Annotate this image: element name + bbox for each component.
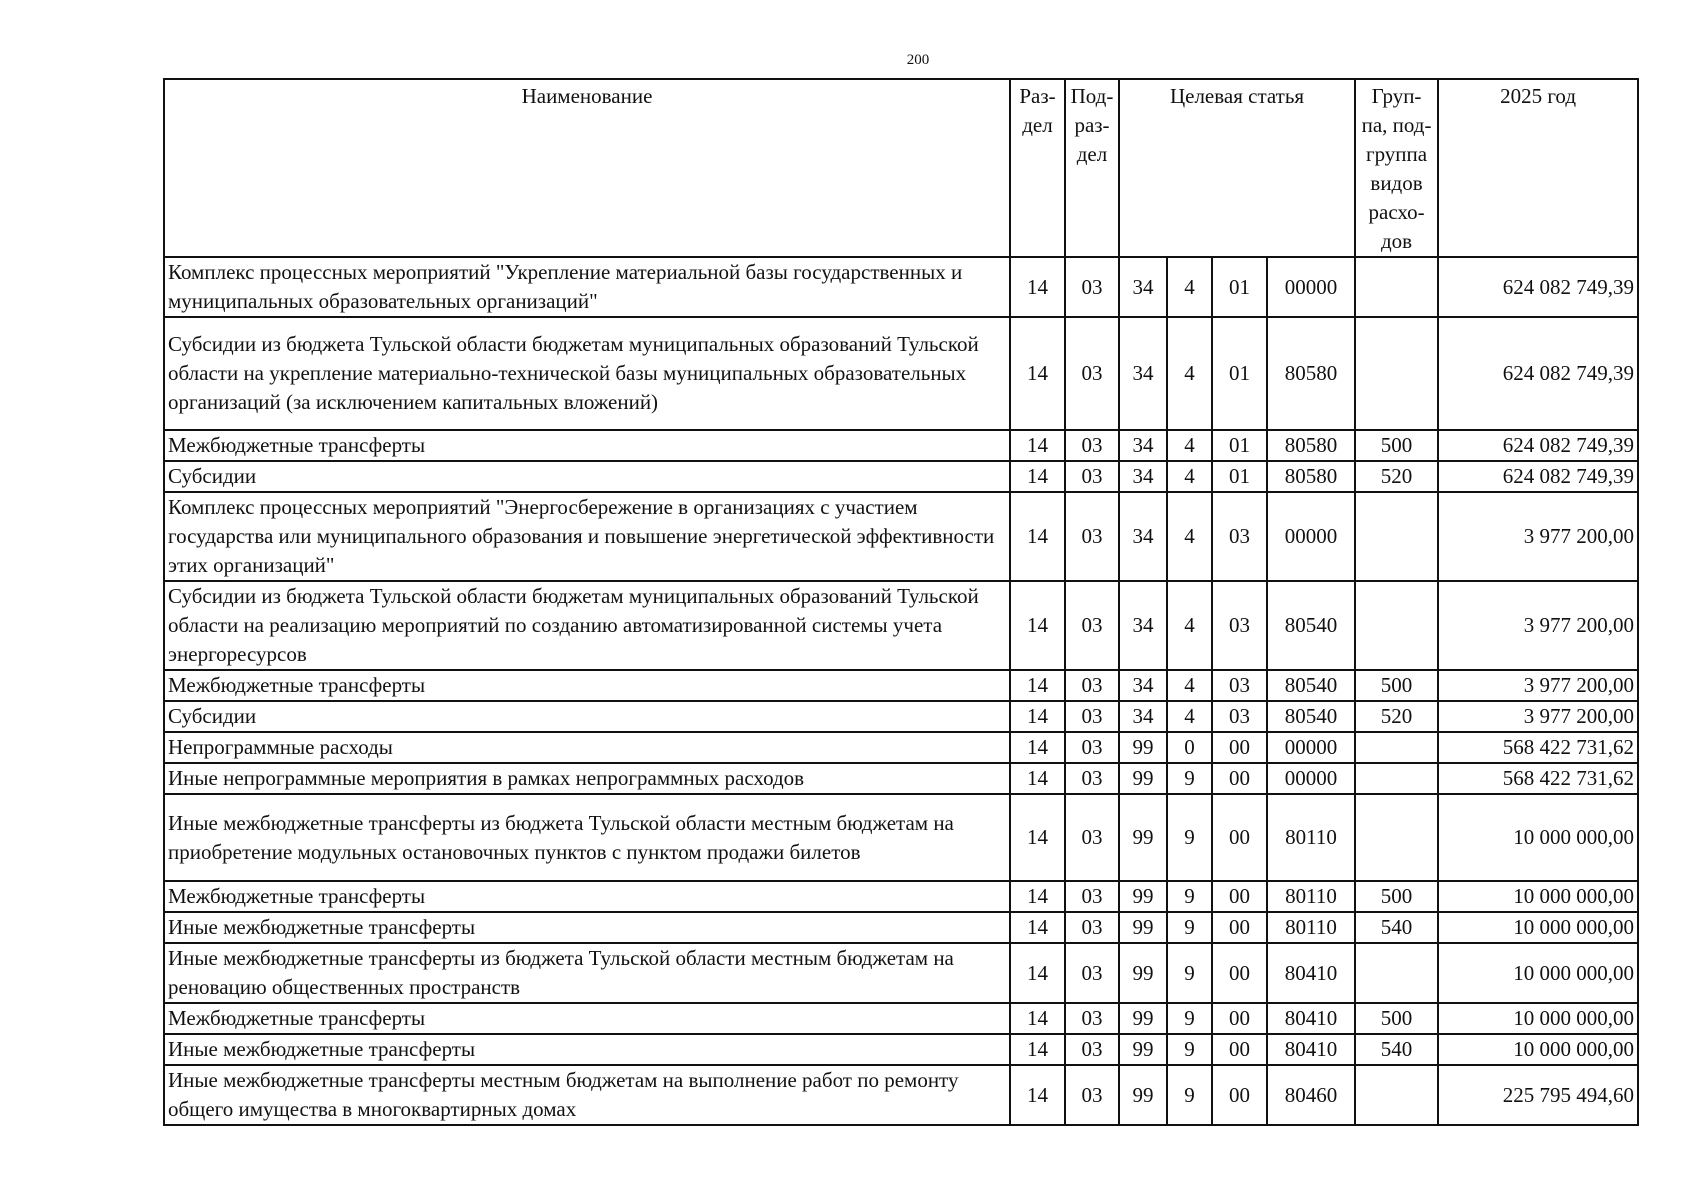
- cell-razdel: 14: [1010, 1034, 1065, 1065]
- cell-target-direction: 00000: [1267, 763, 1355, 794]
- cell-target-type: 4: [1167, 461, 1212, 492]
- cell-podrazdel: 03: [1065, 317, 1119, 430]
- cell-target-structure: 03: [1212, 581, 1267, 670]
- cell-podrazdel: 03: [1065, 943, 1119, 1003]
- cell-amount: 225 795 494,60: [1438, 1065, 1638, 1125]
- cell-target-structure: 01: [1212, 430, 1267, 461]
- header-podrazdel: Под-раз-дел: [1065, 79, 1119, 257]
- table-row: [164, 794, 1638, 881]
- cell-name: Иные межбюджетные трансферты местным бюджетам на выполнение работ по ремонту общего имущества в многоквартирных домах: [164, 1065, 1010, 1125]
- cell-expense-group: [1355, 257, 1438, 317]
- cell-amount: 624 082 749,39: [1438, 461, 1638, 492]
- table-row: [164, 670, 1638, 701]
- cell-razdel: 14: [1010, 701, 1065, 732]
- cell-target-program: 99: [1119, 1003, 1167, 1034]
- cell-target-direction: 80410: [1267, 943, 1355, 1003]
- cell-target-direction: 80460: [1267, 1065, 1355, 1125]
- cell-podrazdel: 03: [1065, 1003, 1119, 1034]
- table-row: [164, 257, 1638, 317]
- cell-podrazdel: 03: [1065, 701, 1119, 732]
- cell-amount: 3 977 200,00: [1438, 492, 1638, 581]
- cell-target-structure: 03: [1212, 670, 1267, 701]
- table-row: [164, 763, 1638, 794]
- table-row: [164, 581, 1638, 670]
- cell-name: Комплекс процессных мероприятий "Энергосбережение в организациях с участием государства или муниципального образования и повышение энергетической эффективности этих организаций": [164, 492, 1010, 581]
- cell-amount: 3 977 200,00: [1438, 581, 1638, 670]
- cell-target-structure: 01: [1212, 257, 1267, 317]
- cell-target-direction: 80540: [1267, 701, 1355, 732]
- cell-name: Непрограммные расходы: [164, 732, 1010, 763]
- cell-name: Субсидии: [164, 701, 1010, 732]
- table-row: [164, 881, 1638, 912]
- cell-razdel: 14: [1010, 1065, 1065, 1125]
- cell-name: Межбюджетные трансферты: [164, 430, 1010, 461]
- cell-target-type: 9: [1167, 1034, 1212, 1065]
- cell-target-type: 9: [1167, 1003, 1212, 1034]
- cell-razdel: 14: [1010, 257, 1065, 317]
- cell-target-program: 34: [1119, 461, 1167, 492]
- cell-target-direction: 80580: [1267, 430, 1355, 461]
- cell-target-type: 4: [1167, 581, 1212, 670]
- header-expense-group: Груп-па, под-группа видов расхо-дов: [1355, 79, 1438, 257]
- table-row: [164, 701, 1638, 732]
- cell-amount: 10 000 000,00: [1438, 1003, 1638, 1034]
- cell-target-structure: 00: [1212, 1065, 1267, 1125]
- cell-target-type: 4: [1167, 317, 1212, 430]
- cell-target-direction: 80110: [1267, 912, 1355, 943]
- cell-target-type: 9: [1167, 943, 1212, 1003]
- table-row: [164, 943, 1638, 1003]
- cell-target-program: 99: [1119, 732, 1167, 763]
- cell-podrazdel: 03: [1065, 430, 1119, 461]
- cell-podrazdel: 03: [1065, 581, 1119, 670]
- cell-name: Иные межбюджетные трансферты из бюджета Тульской области местным бюджетам на реновацию общественных пространств: [164, 943, 1010, 1003]
- cell-target-program: 34: [1119, 492, 1167, 581]
- cell-expense-group: [1355, 794, 1438, 881]
- cell-target-structure: 00: [1212, 912, 1267, 943]
- cell-target-structure: 00: [1212, 943, 1267, 1003]
- cell-name: Межбюджетные трансферты: [164, 670, 1010, 701]
- cell-expense-group: 500: [1355, 430, 1438, 461]
- cell-amount: 10 000 000,00: [1438, 943, 1638, 1003]
- cell-target-structure: 00: [1212, 763, 1267, 794]
- cell-podrazdel: 03: [1065, 670, 1119, 701]
- cell-amount: 568 422 731,62: [1438, 763, 1638, 794]
- cell-name: Субсидии из бюджета Тульской области бюджетам муниципальных образований Тульской области на укрепление материально-технической базы муниципальных образовательных организаций (за исключением капитальных вложений): [164, 317, 1010, 430]
- cell-expense-group: [1355, 763, 1438, 794]
- cell-amount: 3 977 200,00: [1438, 701, 1638, 732]
- cell-target-program: 34: [1119, 317, 1167, 430]
- cell-expense-group: [1355, 317, 1438, 430]
- cell-razdel: 14: [1010, 492, 1065, 581]
- cell-target-direction: 80540: [1267, 581, 1355, 670]
- cell-target-program: 99: [1119, 763, 1167, 794]
- cell-podrazdel: 03: [1065, 492, 1119, 581]
- cell-name: Иные межбюджетные трансферты: [164, 912, 1010, 943]
- cell-target-structure: 00: [1212, 732, 1267, 763]
- cell-expense-group: [1355, 1065, 1438, 1125]
- cell-target-structure: 00: [1212, 881, 1267, 912]
- cell-target-structure: 00: [1212, 794, 1267, 881]
- cell-target-direction: 00000: [1267, 257, 1355, 317]
- cell-target-program: 99: [1119, 1065, 1167, 1125]
- cell-podrazdel: 03: [1065, 794, 1119, 881]
- cell-target-direction: 80110: [1267, 881, 1355, 912]
- table-row: [164, 430, 1638, 461]
- cell-target-structure: 01: [1212, 461, 1267, 492]
- cell-amount: 624 082 749,39: [1438, 317, 1638, 430]
- cell-target-type: 9: [1167, 912, 1212, 943]
- table-row: [164, 492, 1638, 581]
- cell-amount: 624 082 749,39: [1438, 257, 1638, 317]
- cell-expense-group: 540: [1355, 1034, 1438, 1065]
- table-header-row: [164, 79, 1638, 257]
- cell-target-structure: 01: [1212, 317, 1267, 430]
- cell-target-type: 4: [1167, 701, 1212, 732]
- cell-name: Иные межбюджетные трансферты: [164, 1034, 1010, 1065]
- cell-target-structure: 00: [1212, 1003, 1267, 1034]
- cell-name: Межбюджетные трансферты: [164, 881, 1010, 912]
- cell-razdel: 14: [1010, 912, 1065, 943]
- cell-target-direction: 00000: [1267, 732, 1355, 763]
- cell-razdel: 14: [1010, 670, 1065, 701]
- cell-podrazdel: 03: [1065, 881, 1119, 912]
- cell-podrazdel: 03: [1065, 763, 1119, 794]
- cell-expense-group: [1355, 492, 1438, 581]
- cell-expense-group: [1355, 732, 1438, 763]
- table-row: [164, 1065, 1638, 1125]
- cell-expense-group: 500: [1355, 881, 1438, 912]
- cell-razdel: 14: [1010, 317, 1065, 430]
- cell-target-direction: 80580: [1267, 317, 1355, 430]
- cell-target-program: 99: [1119, 1034, 1167, 1065]
- cell-expense-group: [1355, 581, 1438, 670]
- cell-expense-group: [1355, 943, 1438, 1003]
- cell-target-program: 99: [1119, 943, 1167, 1003]
- cell-target-type: 4: [1167, 670, 1212, 701]
- cell-target-program: 34: [1119, 430, 1167, 461]
- cell-razdel: 14: [1010, 881, 1065, 912]
- budget-table: [163, 78, 1639, 1126]
- table-row: [164, 1034, 1638, 1065]
- cell-target-structure: 03: [1212, 492, 1267, 581]
- cell-podrazdel: 03: [1065, 732, 1119, 763]
- table-row: [164, 317, 1638, 430]
- cell-target-direction: 80410: [1267, 1003, 1355, 1034]
- cell-razdel: 14: [1010, 763, 1065, 794]
- cell-podrazdel: 03: [1065, 257, 1119, 317]
- cell-target-direction: 00000: [1267, 492, 1355, 581]
- cell-name: Комплекс процессных мероприятий "Укрепление материальной базы государственных и муниципальных образовательных организаций": [164, 257, 1010, 317]
- cell-target-type: 9: [1167, 1065, 1212, 1125]
- cell-razdel: 14: [1010, 943, 1065, 1003]
- cell-target-direction: 80410: [1267, 1034, 1355, 1065]
- cell-target-structure: 03: [1212, 701, 1267, 732]
- cell-name: Межбюджетные трансферты: [164, 1003, 1010, 1034]
- cell-target-program: 99: [1119, 912, 1167, 943]
- cell-name: Субсидии из бюджета Тульской области бюджетам муниципальных образований Тульской области на реализацию мероприятий по созданию автоматизированной системы учета энергоресурсов: [164, 581, 1010, 670]
- cell-target-direction: 80110: [1267, 794, 1355, 881]
- cell-target-program: 34: [1119, 701, 1167, 732]
- cell-amount: 568 422 731,62: [1438, 732, 1638, 763]
- cell-expense-group: 520: [1355, 701, 1438, 732]
- cell-target-program: 34: [1119, 670, 1167, 701]
- cell-target-type: 4: [1167, 257, 1212, 317]
- cell-expense-group: 520: [1355, 461, 1438, 492]
- cell-podrazdel: 03: [1065, 461, 1119, 492]
- cell-podrazdel: 03: [1065, 912, 1119, 943]
- cell-target-type: 0: [1167, 732, 1212, 763]
- cell-target-program: 34: [1119, 581, 1167, 670]
- cell-amount: 624 082 749,39: [1438, 430, 1638, 461]
- cell-razdel: 14: [1010, 461, 1065, 492]
- cell-target-type: 4: [1167, 492, 1212, 581]
- table-row: [164, 461, 1638, 492]
- cell-target-program: 34: [1119, 257, 1167, 317]
- cell-amount: 10 000 000,00: [1438, 912, 1638, 943]
- cell-podrazdel: 03: [1065, 1065, 1119, 1125]
- cell-amount: 3 977 200,00: [1438, 670, 1638, 701]
- cell-target-type: 9: [1167, 763, 1212, 794]
- table-body: [164, 257, 1638, 1125]
- cell-amount: 10 000 000,00: [1438, 1034, 1638, 1065]
- cell-target-direction: 80540: [1267, 670, 1355, 701]
- cell-expense-group: 500: [1355, 1003, 1438, 1034]
- cell-razdel: 14: [1010, 732, 1065, 763]
- table-row: [164, 1003, 1638, 1034]
- cell-amount: 10 000 000,00: [1438, 881, 1638, 912]
- cell-razdel: 14: [1010, 794, 1065, 881]
- page-number: 200: [906, 52, 930, 68]
- cell-amount: 10 000 000,00: [1438, 794, 1638, 881]
- header-year-2025: 2025 год: [1438, 79, 1638, 257]
- cell-target-type: 9: [1167, 794, 1212, 881]
- cell-target-type: 4: [1167, 430, 1212, 461]
- cell-target-structure: 00: [1212, 1034, 1267, 1065]
- cell-expense-group: 500: [1355, 670, 1438, 701]
- cell-razdel: 14: [1010, 581, 1065, 670]
- header-name: Наименование: [164, 79, 1010, 257]
- cell-expense-group: 540: [1355, 912, 1438, 943]
- cell-name: Иные межбюджетные трансферты из бюджета Тульской области местным бюджетам на приобретение модульных остановочных пунктов с пунктом продажи билетов: [164, 794, 1010, 881]
- cell-target-direction: 80580: [1267, 461, 1355, 492]
- cell-razdel: 14: [1010, 1003, 1065, 1034]
- table-row: [164, 732, 1638, 763]
- table-row: [164, 912, 1638, 943]
- cell-name: Субсидии: [164, 461, 1010, 492]
- cell-target-program: 99: [1119, 794, 1167, 881]
- cell-podrazdel: 03: [1065, 1034, 1119, 1065]
- header-target-article: Целевая статья: [1119, 79, 1355, 257]
- cell-target-type: 9: [1167, 881, 1212, 912]
- header-razdel: Раз-дел: [1010, 79, 1065, 257]
- cell-target-program: 99: [1119, 881, 1167, 912]
- cell-name: Иные непрограммные мероприятия в рамках непрограммных расходов: [164, 763, 1010, 794]
- cell-razdel: 14: [1010, 430, 1065, 461]
